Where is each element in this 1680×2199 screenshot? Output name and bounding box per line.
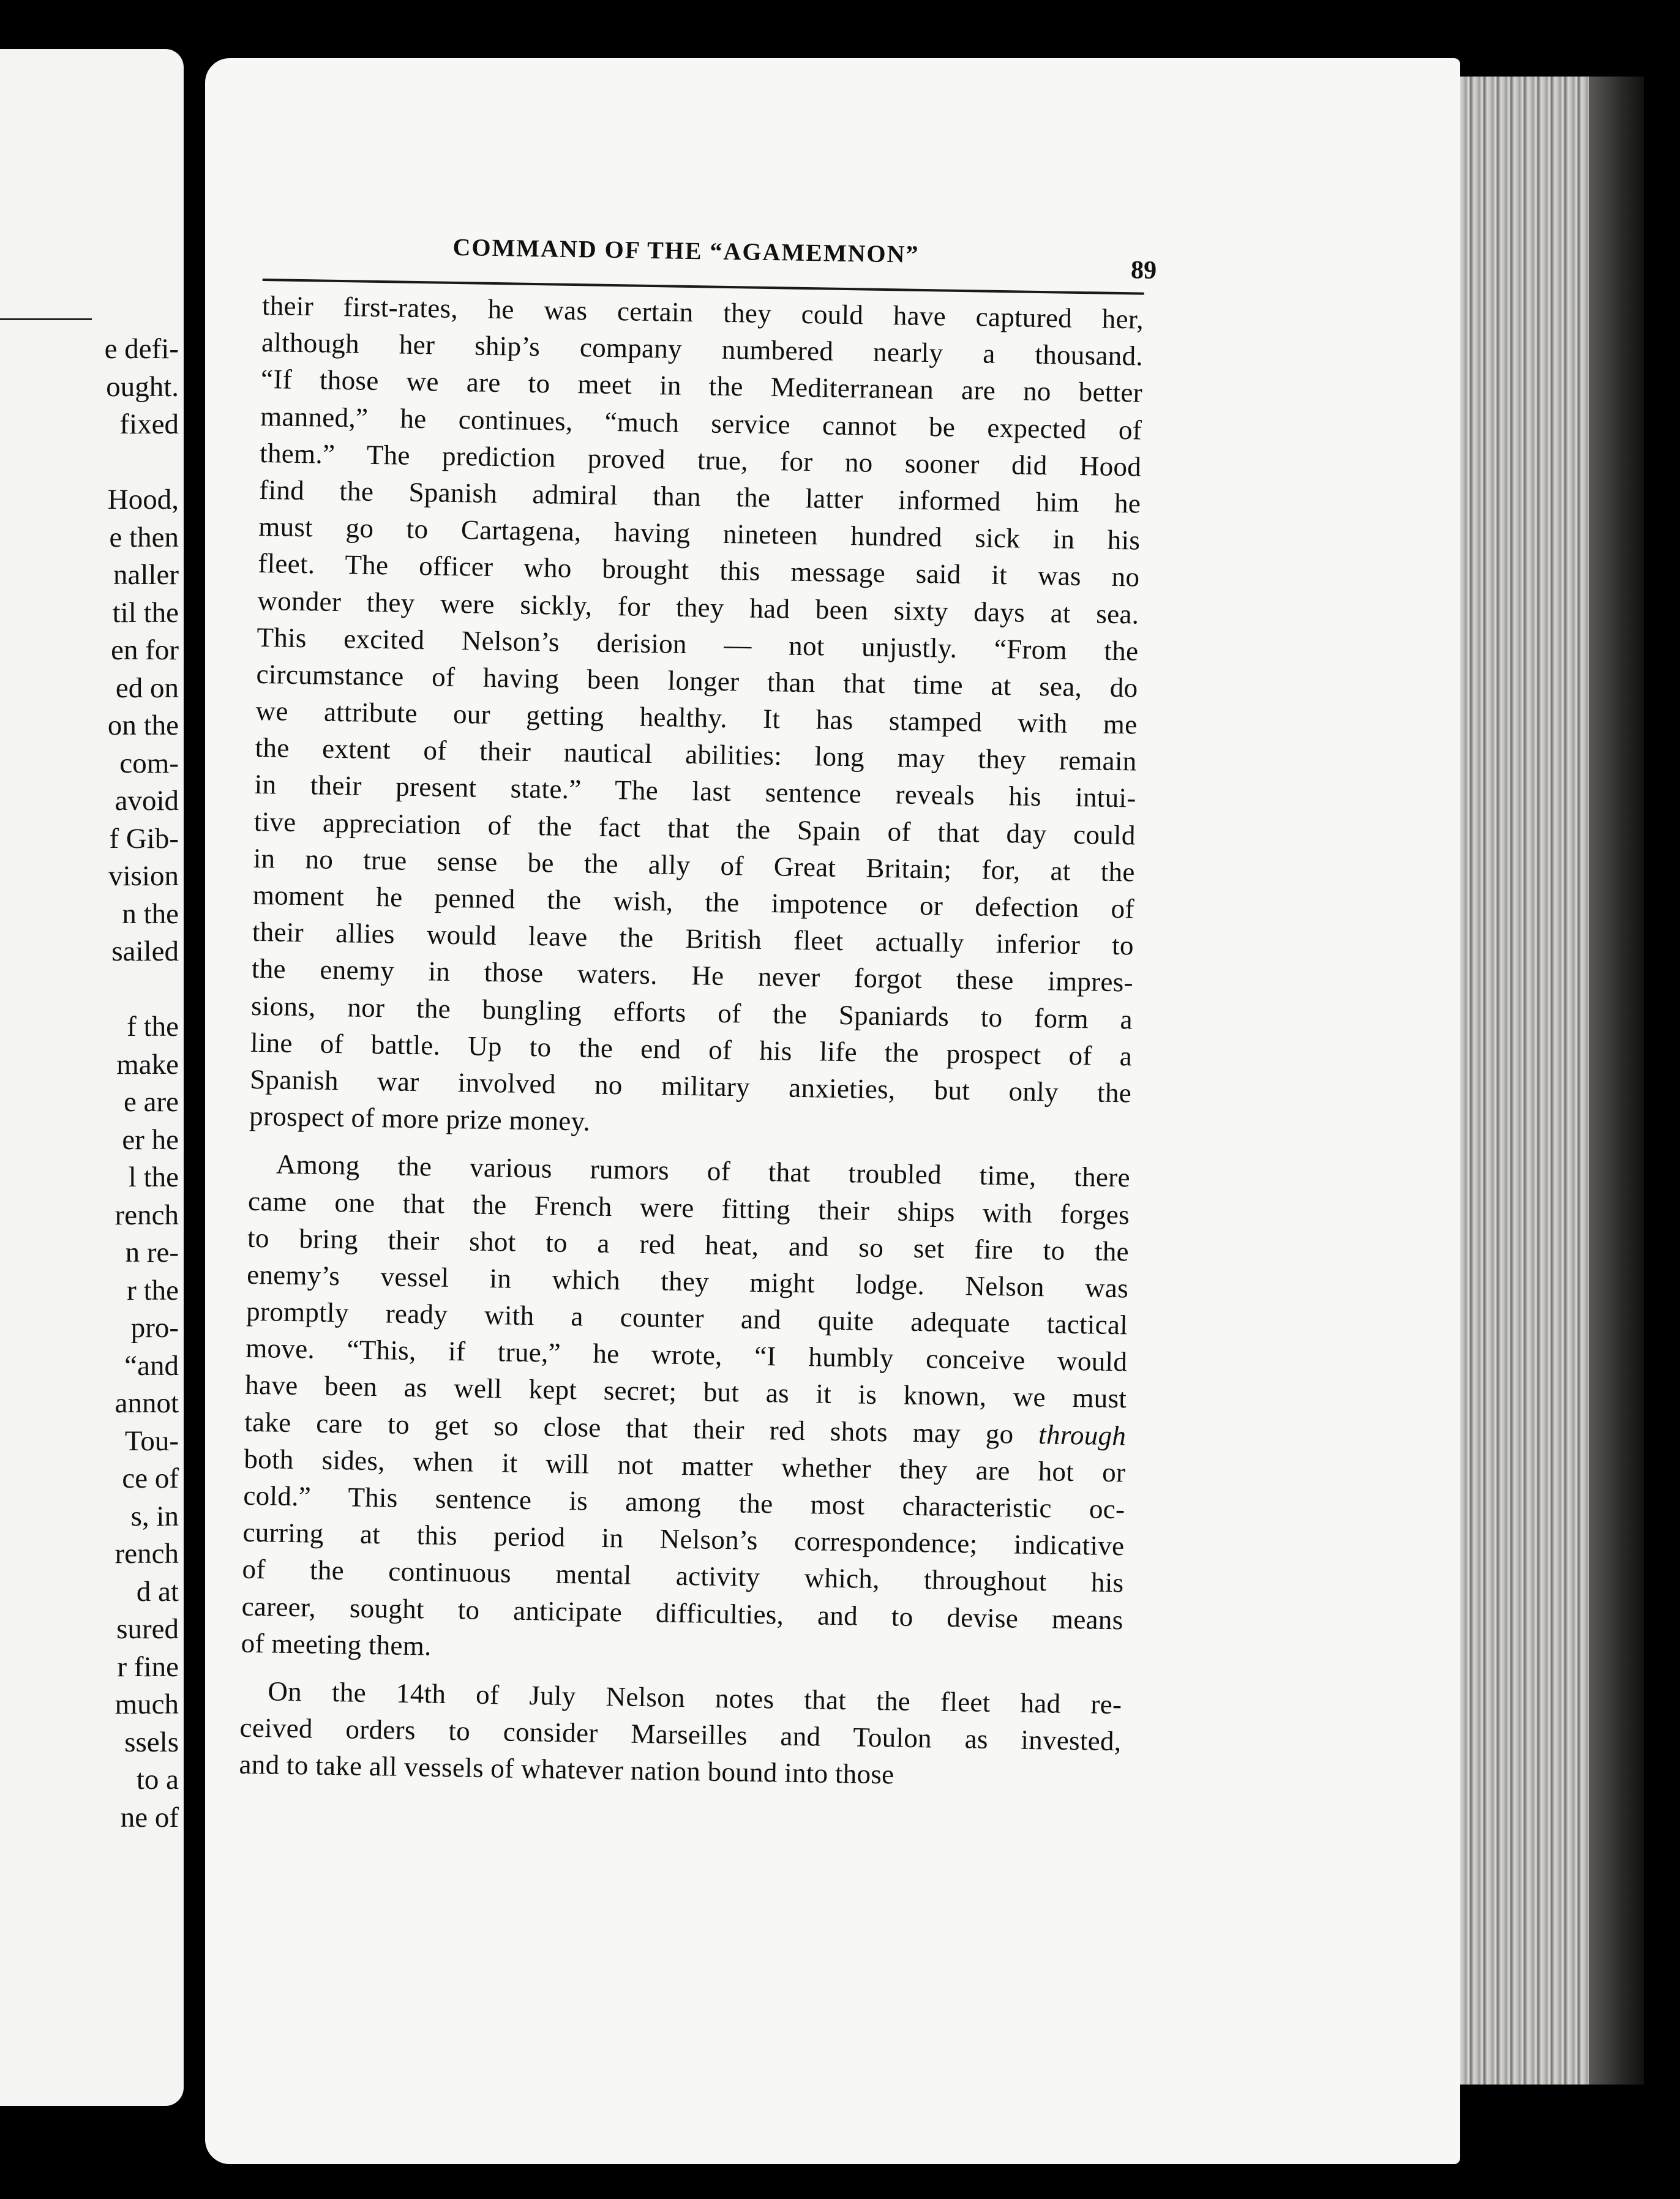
facing-line: e then bbox=[109, 521, 179, 553]
text-line: have been as well kept secret; but as it is known, we must bbox=[244, 1369, 1127, 1414]
facing-line: l the bbox=[128, 1161, 179, 1193]
text-line: although her ship’s company numbered nearly a thousand. bbox=[261, 327, 1144, 372]
text-line: came one that the French were fitting their ships with forges bbox=[247, 1185, 1130, 1230]
text-line: moment he penned the wish, the impotence or defection of bbox=[252, 879, 1135, 924]
text-line: career, sought to anticipate difficulties, and to devise means bbox=[241, 1590, 1123, 1635]
facing-line: annot bbox=[114, 1387, 179, 1419]
text-line: enemy’s vessel in which they might lodge. Nelson was bbox=[246, 1259, 1129, 1304]
paragraph bbox=[249, 287, 1144, 1148]
facing-line: on the bbox=[107, 710, 179, 741]
text-line: cold.” This sentence is among the most characteristic oc- bbox=[243, 1480, 1125, 1525]
facing-line: ought. bbox=[106, 370, 179, 403]
running-head bbox=[263, 230, 1157, 299]
text-line: circumstance of having been longer than that time at sea, do bbox=[256, 658, 1138, 703]
text-line: prospect of more prize money. bbox=[249, 1100, 591, 1137]
text-line: their first-rates, he was certain they could have captured her, bbox=[261, 290, 1144, 335]
facing-line: r the bbox=[127, 1274, 179, 1306]
facing-page-rule bbox=[0, 318, 92, 320]
text-line: promptly ready with a counter and quite adequate tactical bbox=[246, 1295, 1128, 1341]
facing-line: ne of bbox=[120, 1801, 179, 1834]
facing-line: er he bbox=[122, 1123, 179, 1156]
text-line: wonder they were sickly, for they had been sixty days at sea. bbox=[257, 585, 1139, 630]
text-line: must go to Cartagena, having nineteen hundred sick in his bbox=[258, 511, 1141, 556]
facing-line: avoid bbox=[114, 785, 179, 817]
text-line: Among the various rumors of that troubled time, there bbox=[276, 1148, 1131, 1193]
facing-line bbox=[105, 971, 179, 1009]
text-line: line of battle. Up to the end of his life the prospect of a bbox=[250, 1027, 1133, 1072]
paragraph bbox=[241, 1145, 1130, 1675]
text-line: “If those we are to meet in the Mediterranean are no better bbox=[260, 364, 1143, 408]
facing-line: d at bbox=[136, 1575, 179, 1608]
text-line: curring at this period in Nelson’s correspondence; indicative bbox=[242, 1516, 1125, 1562]
text-line: and to take all vessels of whatever nation bound into those bbox=[239, 1749, 894, 1790]
text-line: in their present state.” The last sentence reveals his intui- bbox=[254, 769, 1136, 814]
facing-line: naller bbox=[113, 559, 179, 591]
facing-line: sured bbox=[116, 1613, 179, 1645]
facing-line: r fine bbox=[117, 1650, 179, 1683]
facing-line: e are bbox=[124, 1086, 179, 1118]
page-number: 89 bbox=[1130, 256, 1157, 285]
facing-line: vision bbox=[108, 860, 179, 892]
text-line: of the continuous mental activity which, throughout his bbox=[242, 1554, 1124, 1598]
facing-line: ce of bbox=[122, 1463, 179, 1494]
text-line: their allies would leave the British fleet actually inferior to bbox=[252, 916, 1134, 961]
facing-line: pro- bbox=[130, 1312, 179, 1344]
facing-page-text bbox=[105, 331, 179, 1837]
facing-line: much bbox=[114, 1688, 179, 1720]
facing-line bbox=[105, 444, 179, 482]
facing-line: sailed bbox=[111, 935, 179, 967]
text-line: we attribute our getting healthy. It has stamped with me bbox=[255, 695, 1138, 740]
paragraph bbox=[239, 1673, 1122, 1797]
text-line: to bring their shot to a red heat, and so set fire to the bbox=[247, 1222, 1130, 1267]
running-head-title: COMMAND OF THE “AGAMEMNON” bbox=[452, 233, 920, 268]
text-line: both sides, when it will not matter whether they are hot or bbox=[244, 1443, 1126, 1488]
facing-line: “and bbox=[124, 1349, 179, 1382]
text-line: them.” The prediction proved true, for no sooner did Hood bbox=[259, 437, 1142, 482]
facing-line: Hood, bbox=[107, 484, 179, 515]
facing-line: en for bbox=[111, 634, 179, 666]
text-line: On the 14th of July Nelson notes that the fleet had re- bbox=[268, 1676, 1122, 1720]
facing-line: n the bbox=[122, 897, 179, 930]
facing-line: s, in bbox=[130, 1500, 179, 1532]
facing-line: make bbox=[116, 1048, 179, 1081]
facing-line: rench bbox=[114, 1538, 179, 1570]
book-fore-edge bbox=[1460, 77, 1644, 2085]
facing-line: rench bbox=[114, 1199, 179, 1231]
facing-page-left bbox=[0, 49, 184, 2106]
text-line: tive appreciation of the fact that the Spain of that day could bbox=[253, 806, 1136, 851]
text-line: move. “This, if true,” he wrote, “I humbly conceive would bbox=[245, 1333, 1128, 1377]
text-line: take care to get so close that their red shots may go through bbox=[244, 1406, 1127, 1452]
italic-word: through bbox=[1038, 1418, 1127, 1452]
book-page bbox=[205, 58, 1460, 2164]
text-line: sions, nor the bungling efforts of the Spaniards to form a bbox=[250, 990, 1133, 1035]
text-line: the extent of their nautical abilities: long may they remain bbox=[255, 732, 1137, 777]
text-line: find the Spanish admiral than the latter informed him he bbox=[258, 474, 1141, 519]
facing-line: to a bbox=[136, 1764, 179, 1796]
text-line: in no true sense be the ally of Great Britain; for, at the bbox=[253, 842, 1136, 888]
body-text bbox=[239, 287, 1144, 1797]
page-content bbox=[239, 230, 1157, 1797]
facing-line: ed on bbox=[115, 672, 179, 704]
facing-line: n re- bbox=[125, 1237, 179, 1268]
facing-line: ssels bbox=[124, 1726, 179, 1758]
facing-line: til the bbox=[112, 596, 179, 629]
facing-line: Tou- bbox=[124, 1425, 179, 1457]
text-line: manned,” he continues, “much service cannot be expected of bbox=[260, 400, 1142, 446]
facing-line: fixed bbox=[119, 408, 179, 440]
text-line: This excited Nelson’s derision — not unjustly. “From the bbox=[257, 621, 1139, 667]
text-line: of meeting them. bbox=[241, 1627, 432, 1661]
facing-line: f the bbox=[127, 1011, 179, 1043]
text-line: Spanish war involved no military anxieties, but only the bbox=[249, 1063, 1132, 1109]
facing-line: f Gib- bbox=[109, 822, 179, 855]
text-line: fleet. The officer who brought this message said it was no bbox=[258, 548, 1140, 593]
facing-line: com- bbox=[119, 747, 179, 779]
text-line: the enemy in those waters. He never forgot these impres- bbox=[251, 953, 1134, 998]
text-line: ceived orders to consider Marseilles and Toulon as invested, bbox=[239, 1712, 1122, 1757]
facing-line: e defi- bbox=[104, 333, 179, 365]
